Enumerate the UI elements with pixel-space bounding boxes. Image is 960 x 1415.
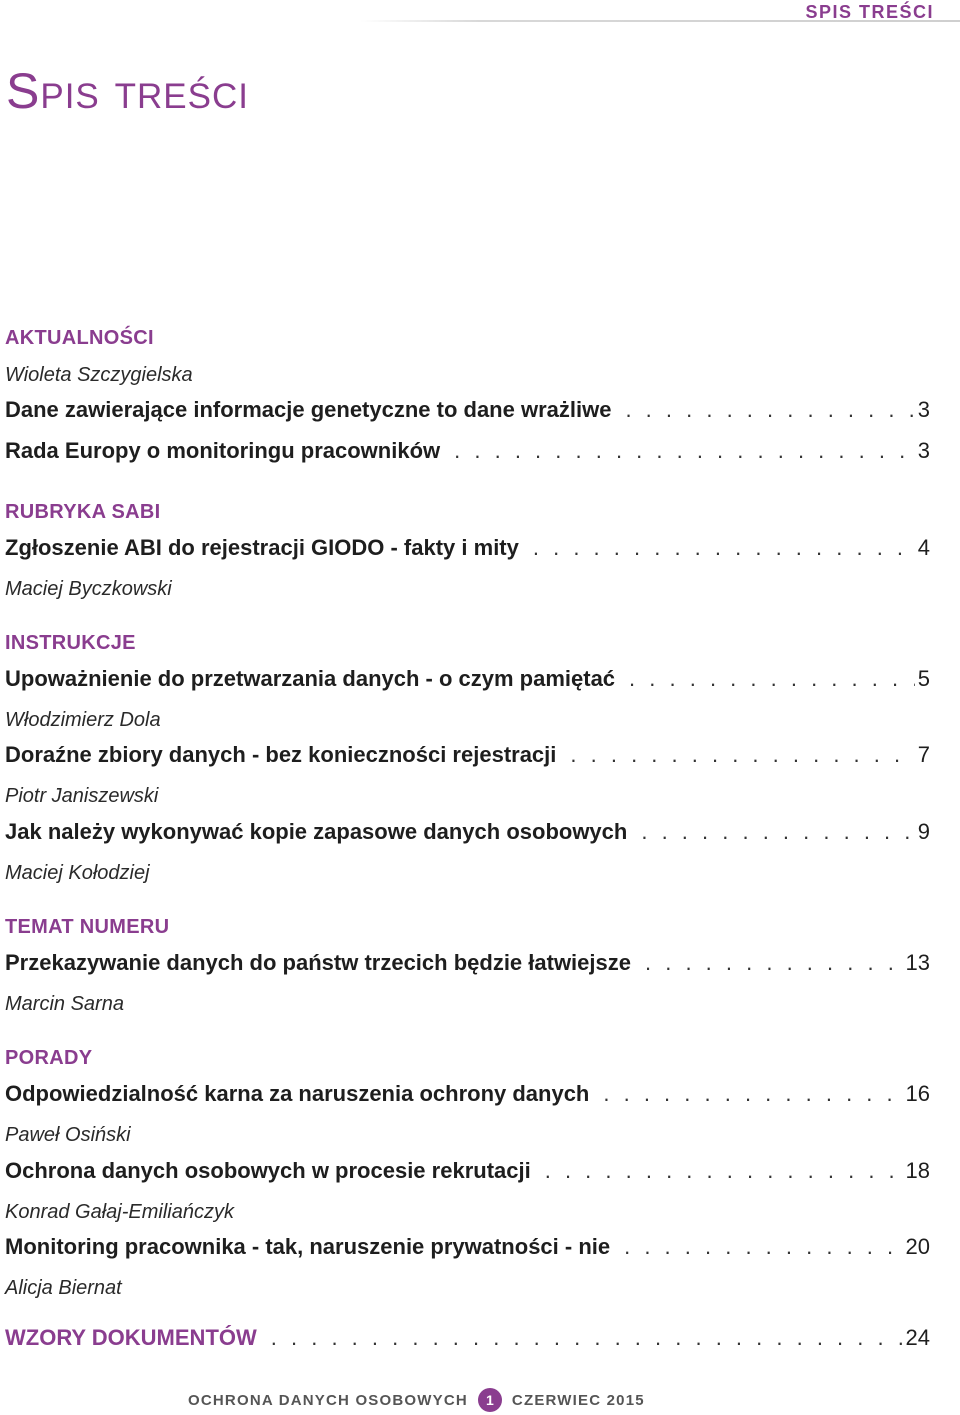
toc-entry[interactable] [5,1158,930,1184]
author-biernat: Alicja Biernat [5,1277,122,1299]
toc-entry[interactable] [5,1081,930,1107]
entry-title: Przekazywanie danych do państw trzecich będzie łatwiejsze [5,950,631,975]
toc-entry[interactable] [5,397,930,423]
section-heading-porady: PORADY [5,1047,93,1069]
author-sarna: Marcin Sarna [5,993,124,1015]
entry-title: Odpowiedzialność karna za naruszenia ochrony danych [5,1081,590,1106]
page-number: 13 [905,950,930,975]
entry-title: Jak należy wykonywać kopie zapasowe danych osobowych [5,819,628,844]
section-heading-aktualnosci: AKTUALNOŚCI [5,327,154,349]
entry-title: Upoważnienie do przetwarzania danych - o czym pamiętać [5,666,616,691]
page-title: Spis treści [6,63,249,119]
page-footer [188,1388,645,1412]
author-galaj-emilianczyk: Konrad Gałaj-Emiliańczyk [5,1201,234,1223]
page-number: 4 [917,535,930,560]
page-number: 24 [905,1325,930,1350]
toc-entry[interactable] [5,535,930,561]
entry-title: Doraźne zbiory danych - bez konieczności rejestracji [5,742,557,767]
entry-title: Rada Europy o monitoringu pracowników [5,438,441,463]
section-heading-rubryka-sabi: RUBRYKA SABI [5,501,161,523]
author-byczkowski: Maciej Byczkowski [5,578,172,600]
dot-leader [545,1158,903,1184]
author-osinski: Paweł Osiński [5,1124,131,1146]
author-janiszewski: Piotr Janiszewski [5,785,159,807]
page-number: 9 [917,819,930,844]
dot-leader [570,742,914,768]
author-szczygielska: Wioleta Szczygielska [5,364,193,386]
author-kolodziej: Maciej Kołodziej [5,862,150,884]
page-number: 16 [905,1081,930,1106]
dot-leader [533,535,915,561]
dot-leader [645,950,903,976]
section-heading-instrukcje: INSTRUKCJE [5,632,136,654]
entry-title: Zgłoszenie ABI do rejestracji GIODO - fakty i mity [5,535,519,560]
toc-entry-wzory[interactable] [5,1325,930,1351]
dot-leader [641,819,914,845]
toc-entry[interactable] [5,1234,930,1260]
entry-title: Dane zawierające informacje genetyczne to dane wrażliwe [5,397,612,422]
page-number: 20 [905,1234,930,1259]
footer-publication: OCHRONA DANYCH OSOBOWYCH [188,1391,468,1409]
section-heading-temat-numeru: TEMAT NUMERU [5,916,170,938]
dot-leader [454,438,915,464]
toc-entry[interactable] [5,666,930,692]
dot-leader [624,1234,902,1260]
page-number: 7 [917,742,930,767]
dot-leader [603,1081,902,1107]
entry-title: Ochrona danych osobowych w procesie rekrutacji [5,1158,531,1183]
page-number: 5 [917,666,930,691]
page-number: 3 [917,438,930,463]
entry-title: WZORY DOKUMENTÓW [5,1325,257,1350]
page-number: 3 [917,397,930,422]
toc-entry[interactable] [5,742,930,768]
footer-issue-date: CZERWIEC 2015 [511,1391,645,1409]
footer-page-number: 1 [478,1388,502,1412]
dot-leader [629,666,915,692]
dot-leader [271,1325,903,1351]
entry-title: Monitoring pracownika - tak, naruszenie prywatności - nie [5,1234,611,1259]
page-number: 18 [905,1158,930,1183]
toc-entry[interactable] [5,819,930,845]
toc-entry[interactable] [5,438,930,464]
author-dola: Włodzimierz Dola [5,709,161,731]
running-header: SPIS TREŚCI [805,2,934,22]
toc-entry[interactable] [5,950,930,976]
dot-leader [625,397,914,423]
